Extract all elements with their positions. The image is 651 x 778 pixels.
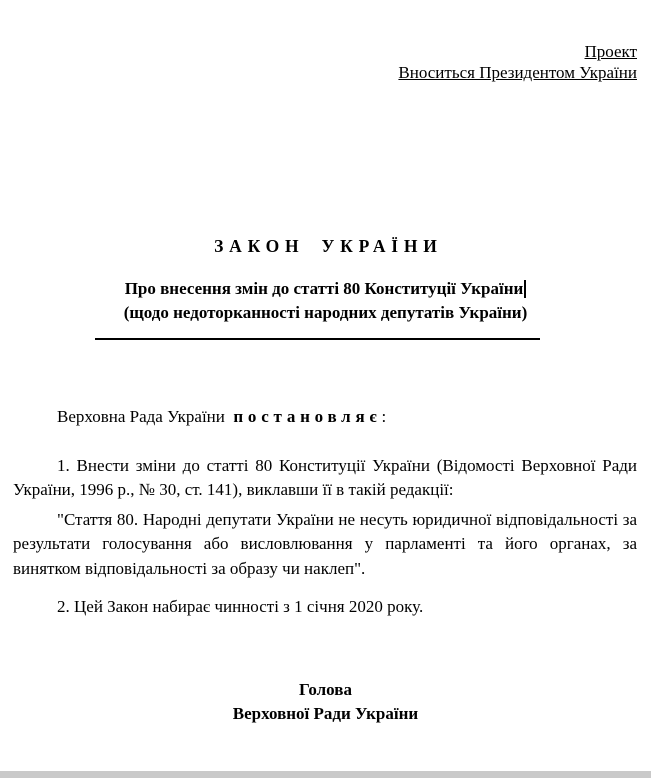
preamble-colon: : (381, 406, 387, 426)
document-header (0, 0, 651, 83)
preamble-prefix: Верховна Рада України (57, 406, 225, 426)
signature-block (0, 678, 651, 726)
paragraph-1: 1. Внести зміни до статті 80 Конституції України (Відомості Верховної Ради України, 1996 р., № 30, ст. 141), виклавши її в такій редакції: (13, 455, 637, 499)
header-submitted-by-label (0, 62, 637, 83)
law-subtitle-line2: (щодо недоторканності народних депутатів України) (123, 303, 528, 322)
preamble (13, 404, 637, 429)
paragraph-3-entry-into-force: 2. Цей Закон набирає чинності з 1 січня 2020 року. (57, 597, 424, 616)
paragraph-2-article-80-quote: "Стаття 80. Народні депутати України не несуть юридичної відповідальності за результати голосування або висловлювання у парламенті та його органах, за винятком відповідальності за образу чи наклеп". (13, 509, 637, 578)
header-project-text: Проект (584, 42, 637, 61)
header-submitted-by-text: Вноситься Президентом України (398, 63, 637, 82)
law-title: ЗАКОН УКРАЇНИ (214, 236, 443, 256)
text-cursor (524, 280, 526, 298)
law-subtitle-line1-wrap (0, 277, 651, 301)
horizontal-scrollbar[interactable] (0, 771, 651, 778)
signature-org: Верховної Ради України (232, 703, 419, 723)
title-divider-line (95, 338, 540, 340)
signature-title: Голова (299, 679, 352, 699)
law-subtitle-line1: Про внесення змін до статті 80 Конституції України (124, 279, 524, 298)
header-project-label (0, 41, 637, 62)
preamble-verb: постановляє (233, 406, 382, 426)
law-subtitle (0, 277, 651, 325)
